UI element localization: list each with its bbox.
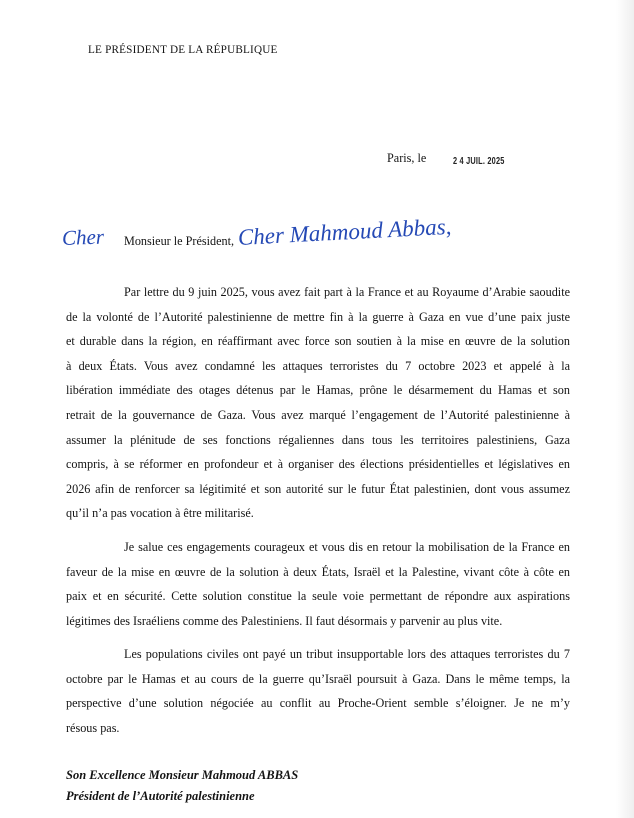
- body-line: Je salue ces engagements courageux et vous dis en retour la mobilisation de la France en: [124, 540, 570, 554]
- body-line: octobre par le Hamas et au cours de la guerre qu’Israël poursuit à Gaza. Dans le même temps, la: [66, 671, 570, 686]
- body-line: libération immédiate des otages détenus par le Hamas, prône le désarmement du Hamas et son: [66, 383, 570, 398]
- body-line: légitimes des Israéliens comme des Palestiniens. Il faut désormais y parvenir au plus vite.: [66, 613, 503, 628]
- body-line: de la volonté de l’Autorité palestinienne de mettre fin à la guerre à Gaza en vue d’une paix juste: [66, 309, 570, 324]
- body-line: assumer la plénitude de ses fonctions régaliennes dans tous les territoires palestiniens, Gaza: [66, 432, 570, 447]
- body-paragraph-1: [66, 280, 570, 526]
- body-line: à deux États. Vous avez condamné les attaques terroristes du 7 octobre 2023 et appelé à la: [66, 358, 570, 373]
- salutation-text: Monsieur le Président,: [124, 234, 235, 248]
- body-line: Par lettre du 9 juin 2025, vous avez fait part à la France et au Royaume d’Arabie saoudite: [124, 285, 570, 299]
- body-line: Les populations civiles ont payé un tribut insupportable lors des attaques terroristes du 7: [124, 647, 570, 661]
- body-line: retrait de la gouvernance de Gaza. Vous avez marqué l’engagement de l’Autorité palestinienne à: [66, 407, 570, 422]
- body-paragraph-2: [66, 535, 570, 633]
- scan-edge-shadow: [616, 0, 634, 818]
- date-place: Paris, le: [387, 151, 427, 165]
- handwritten-salutation-prefix: Cher: [61, 224, 105, 250]
- body-paragraph-3: [66, 642, 570, 740]
- date-stamp: 2 4 JUIL. 2025: [453, 155, 505, 167]
- body-line: résous pas.: [66, 720, 120, 735]
- letterhead-title: LE PRÉSIDENT DE LA RÉPUBLIQUE: [88, 44, 278, 56]
- body-line: paix et en sécurité. Cette solution constitue la seule voie permettant de répondre aux aspirations: [66, 589, 570, 604]
- body-line: 2026 afin de renforcer sa légitimité et son autorité sur le futur État palestinien, dont vous assumez: [66, 481, 570, 496]
- body-line: compris, à se réformer en profondeur et à organiser des élections présidentielles et législatives en: [66, 457, 570, 472]
- body-line: perspective d’une solution négociée au conflit au Proche-Orient semble s’éloigner. Je ne m’y: [66, 696, 570, 711]
- body-line: et durable dans la région, en réaffirmant avec force son soutien à la mise en œuvre de la solution: [66, 334, 570, 349]
- addressee-name: Son Excellence Monsieur Mahmoud ABBAS: [66, 768, 299, 782]
- addressee-title: Président de l’Autorité palestinienne: [66, 789, 255, 803]
- body-line: qu’il n’a pas vocation à être militarisé.: [66, 506, 254, 521]
- handwritten-salutation-name: Cher Mahmoud Abbas,: [237, 213, 452, 250]
- body-line: faveur de la mise en œuvre de la solution à deux États, Israël et la Palestine, vivant côte à côte en: [66, 564, 570, 579]
